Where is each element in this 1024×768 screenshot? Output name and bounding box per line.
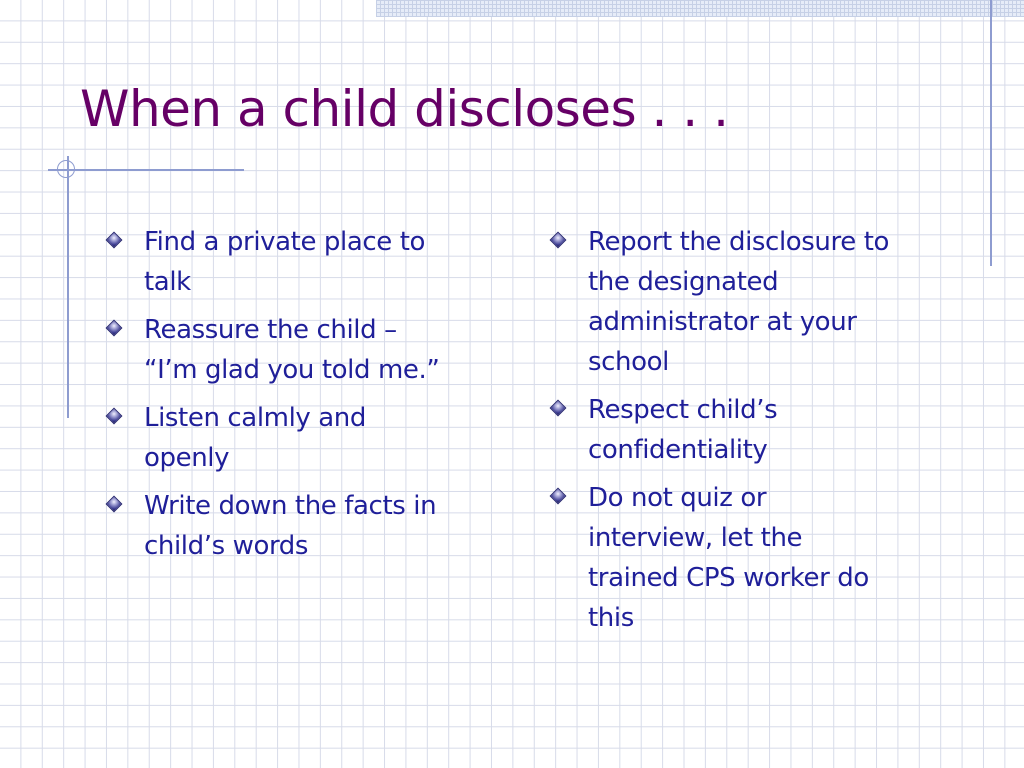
bullet-item-report-disclosure <box>548 222 968 382</box>
bullet-line: the designated <box>588 267 779 297</box>
bullet-line: Report the disclosure to <box>588 227 889 257</box>
bullet-item-listen-calmly <box>104 398 504 478</box>
bullet-line: trained CPS worker do <box>588 563 869 593</box>
bullet-line: Respect child’s <box>588 395 778 425</box>
bullet-line: Reassure the child – <box>144 315 397 345</box>
slide-title: When a child discloses . . . <box>80 80 729 138</box>
bullet-line: this <box>588 603 634 633</box>
bullet-line: administrator at your <box>588 307 857 337</box>
diamond-bullet-icon <box>550 488 567 505</box>
diamond-bullet-icon <box>550 232 567 249</box>
diamond-bullet-icon <box>106 320 123 337</box>
bullet-line: talk <box>144 267 191 297</box>
left-bullet-list <box>104 222 504 574</box>
bullet-line: Write down the facts in <box>144 491 437 521</box>
bullet-item-do-not-quiz <box>548 478 968 638</box>
title-underline-rule <box>48 169 244 171</box>
right-vertical-rule <box>990 0 992 266</box>
rule-circle-ornament <box>57 160 75 178</box>
bullet-item-respect-confidentiality <box>548 390 968 470</box>
bullet-line: interview, let the <box>588 523 803 553</box>
bullet-line: openly <box>144 443 230 473</box>
diamond-bullet-icon <box>550 400 567 417</box>
diamond-bullet-icon <box>106 408 123 425</box>
bullet-line: Listen calmly and <box>144 403 366 433</box>
bullet-line: Find a private place to <box>144 227 426 257</box>
left-vertical-rule <box>67 156 69 418</box>
bullet-line: Do not quiz or <box>588 483 767 513</box>
bullet-line: confidentiality <box>588 435 768 465</box>
diamond-bullet-icon <box>106 496 123 513</box>
bullet-item-find-private-place <box>104 222 504 302</box>
diamond-bullet-icon <box>106 232 123 249</box>
top-band-decoration <box>376 0 1024 17</box>
bullet-item-reassure-child <box>104 310 504 390</box>
bullet-line: school <box>588 347 669 377</box>
bullet-line: child’s words <box>144 531 309 561</box>
right-bullet-list <box>548 222 968 646</box>
bullet-item-write-down-facts <box>104 486 504 566</box>
bullet-line: “I’m glad you told me.” <box>144 355 440 385</box>
